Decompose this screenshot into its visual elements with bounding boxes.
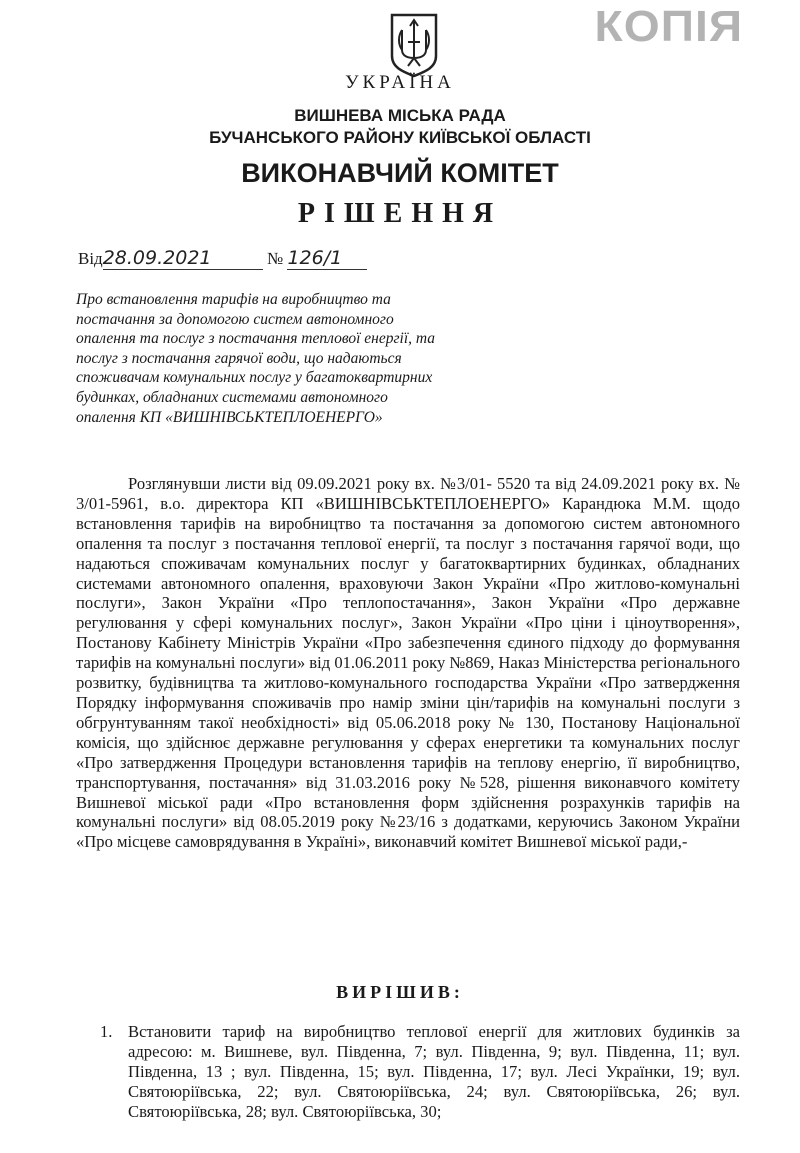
handwritten-date: 28.09.2021 — [103, 247, 263, 270]
committee-title: ВИКОНАВЧИЙ КОМІТЕТ — [241, 158, 559, 188]
preamble-paragraph: Розглянувши листи від 09.09.2021 року вх. №3/01- 5520 та від 24.09.2021 року вх. № 3/01-5961, в.о. директора КП «ВИШНІВСЬКТЕПЛОЕНЕРГО» Карандюка М.М. щодо встановлення тарифів на виробництво та постачання за допомогою систем автономного опалення та послуг з постачання теплової енергії, та послуг з постачання гарячої води, що надаються споживачам комунальних послуг у багатоквартирних будинках, обладнаних системами автономного опалення, враховуючи Закон України «Про житлово-комунальні послуги», Закон України «Про теплопостачання», Закон України «Про державне регулювання у сфері комунальних послуг», Закон України «Про ціни і ціноутворення», Постанову Кабінету Міністрів України «Про забезпечення єдиного підходу до формування тарифів на комунальні послуги» від 01.06.2011 року №869, Наказ Міністерства регіонального розвитку, будівництва та житлово-комунального господарства України «Про затвердження Порядку інформування споживачів про намір зміни цін/тарифів на комунальні послуги з обгрунтуванням такої необхідності» від 05.06.2018 року № 130, Постанову Національної комісія, що здійснює державне регулювання у сферах енергетики та комунальних послуг «Про затвердження Процедури встановлення тарифів на теплову енергію, її виробництво, транспортування, постачання» від 31.03.2016 року №528, рішення виконавчого комітету Вишневої міської ради «Про встановлення форм здійснення розрахунків тарифів на комунальні послуги» від 08.05.2019 року №23/16 з додатками, керуючись Законом України «Про місцеве самоврядування в Україні», виконавчий комітет Вишневої міської ради,- — [76, 474, 740, 852]
council-name: ВИШНЕВА МІСЬКА РАДА — [294, 106, 506, 125]
item-number: 1. — [100, 1022, 113, 1041]
number-label: № — [266, 249, 284, 268]
item-text: Встановити тариф на виробництво теплової енергії для житлових будинків за адресою: м. Вишневе, вул. Південна, 7; вул. Південна, 9; вул. Південна, 11; вул. Південна, 13 ; вул. Південна, 15; вул. Південна, 17; вул. Лесі Українки, 19; вул. Святоюріївська, 22; вул. Святоюріївська, 24; вул. Святоюріївська, 26; вул. Святоюріївська, 28; вул. Святоюріївська, 30; — [128, 1022, 740, 1121]
resolved-heading: ВИРІШИВ: — [336, 982, 464, 1002]
handwritten-number: 126/1 — [287, 247, 367, 270]
document-title: РІШЕННЯ — [297, 198, 503, 229]
list-item — [100, 1022, 740, 1122]
coat-of-arms-icon — [388, 12, 440, 78]
document-subject: Про встановлення тарифів на виробництво та постачання за допомогою систем автономного опалення та послуг з постачання теплової енергії, та послуг з постачання гарячої води, що надаються споживачам комунальних послуг у багатоквартирних будинках, обладнаних системами автономного опалення КП «ВИШНІВСЬКТЕПЛОЕНЕРГО» — [76, 291, 436, 426]
copy-stamp: КОПІЯ — [594, 2, 744, 51]
date-prefix: Від — [78, 249, 103, 268]
dateline — [78, 247, 367, 270]
country-name: УКРАЇНА — [345, 72, 455, 93]
council-district: БУЧАНСЬКОГО РАЙОНУ КИЇВСЬКОЇ ОБЛАСТІ — [209, 128, 591, 147]
